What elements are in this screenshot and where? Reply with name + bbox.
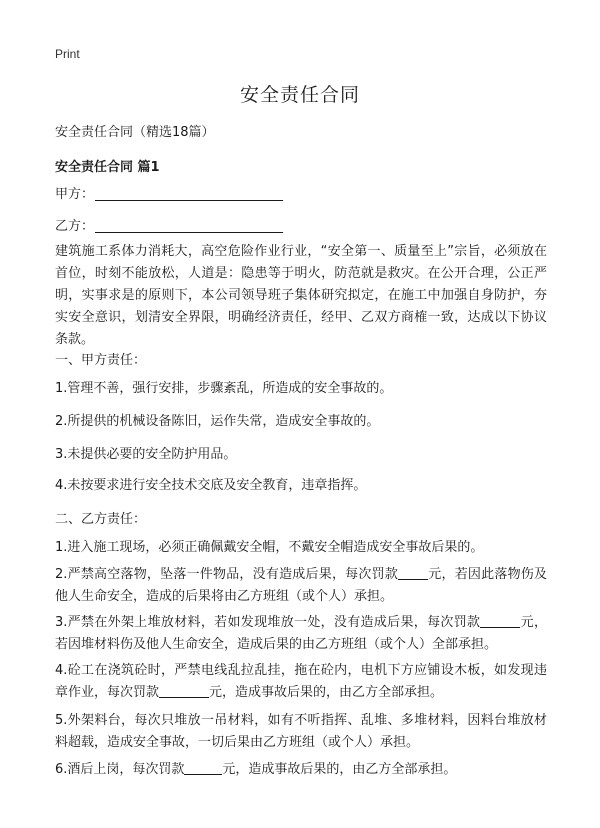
party-a-item-3: 3.未提供必要的安全防护用品。 [55,447,237,462]
party-b-heading: 二、乙方责任： [55,512,147,527]
party-a-line [55,183,283,202]
party-b-line [55,215,283,234]
party-b-item-4-text-a: 4.砼工在浇筑砼时，严禁电线乱拉乱挂，拖在砼内，电机下方应铺设木板，如发现违章作业，每次罚款 [55,663,547,700]
party-a-item-1: 1.管理不善，强行安排，步骤紊乱，所造成的安全事故的。 [55,381,393,396]
party-b-item-3 [55,612,547,656]
party-b-item-2-text-b: 元，若因此落物伤及他人生命安全，造成的后果将由乙方班组（或个人）承担。 [55,567,547,604]
fine-blank-4 [159,684,209,698]
party-b-item-6-text-b: 元，造成事故后果的，由乙方全部承担。 [222,762,457,777]
intro-paragraph: 建筑施工系体力消耗大，高空危险作业行业，“安全第一、质量至上”宗旨，必须放在首位，时刻不能放松，人道是：隐患等于明火，防范就是救灾。在公开合理，公正严明，实事求是的原则下，本公司领导班子集体研究拟定，在施工中加强自身防护，夯实安全意识，划清安全界限，明确经济责任，经甲、乙双方商榷一致，达成以下协议条款。 [55,244,547,347]
party-b-item-2 [55,564,547,608]
party-b-item-6 [55,759,547,781]
fine-blank-2 [398,566,428,580]
print-link[interactable]: Print [55,47,80,61]
party-b-item-4 [55,660,547,704]
party-b-item-5: 5.外架料台，每次只堆放一吊材料，如有不听指挥、乱堆、多堆材料，因料台堆放材料超载，造成安全事故，一切后果由乙方班组（或个人）承担。 [55,713,547,750]
party-a-heading: 一、甲方责任： [55,353,147,368]
party-b-item-4-text-b: 元，造成事故后果的，由乙方全部承担。 [209,685,444,700]
party-a-label: 甲方： [55,187,95,202]
party-b-label: 乙方： [55,219,95,234]
party-b-item-1: 1.进入施工现场，必须正确佩戴安全帽，不戴安全帽造成安全事故后果的。 [55,540,484,555]
section-title: 安全责任合同 篇1 [55,160,160,175]
fine-blank-3 [480,614,520,628]
party-a-item-2: 2.所提供的机械设备陈旧，运作失常，造成安全事故的。 [55,414,380,429]
party-b-item-6-text-a: 6.酒后上岗，每次罚款 [55,762,185,777]
party-b-blank [95,218,283,233]
party-b-item-2-text-a: 2.严禁高空落物，坠落一件物品，没有造成后果，每次罚款 [55,567,399,582]
document-subtitle: 安全责任合同（精选18篇） [55,125,215,140]
party-a-blank [95,186,283,201]
party-a-item-4: 4.未按要求进行安全技术交底及安全教育，违章指挥。 [55,478,367,493]
party-b-item-3-text-a: 3.严禁在外架上堆放材料，若如发现堆放一处，没有造成后果，每次罚款 [55,615,481,630]
fine-blank-6 [184,761,222,775]
document-title: 安全责任合同 [239,84,360,106]
party-b-item-3-text-b: 元，若因堆材料伤及他人生命安全，造成后果的由乙方班组（或个人）全部承担。 [55,615,547,652]
